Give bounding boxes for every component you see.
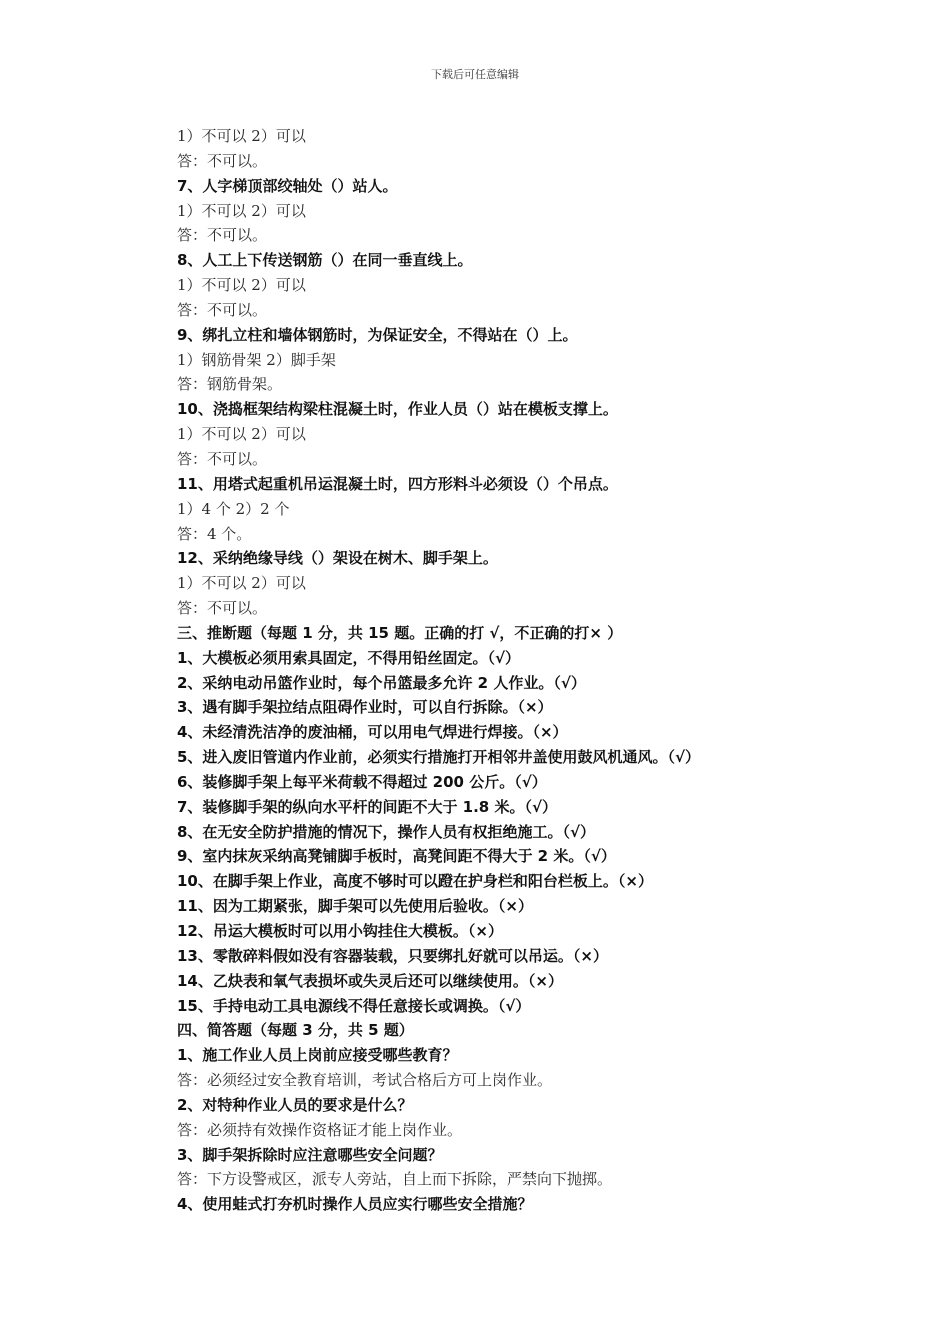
answer-line: 答：不可以。 — [177, 599, 268, 618]
question-line: 15、手持电动工具电源线不得任意接长或调换。（√） — [177, 996, 531, 1015]
question-line: 10、浇捣框架结构梁柱混凝土时，作业人员（）站在模板支撑上。 — [177, 400, 618, 419]
question-line: 11、用塔式起重机吊运混凝土时，四方形料斗必须设（）个吊点。 — [177, 474, 618, 493]
options-line: 1）钢筋骨架 2）脚手架 — [177, 350, 336, 369]
question-line: 14、乙炔表和氧气表损坏或失灵后还可以继续使用。（×） — [177, 971, 563, 990]
question-line: 4、使用蛙式打夯机时操作人员应实行哪些安全措施？ — [177, 1195, 533, 1214]
answer-line: 答：不可以。 — [177, 226, 268, 245]
options-line: 1）不可以 2）可以 — [177, 127, 306, 145]
question-line: 5、进入废旧管道内作业前，必须实行措施打开相邻井盖使用鼓风机通风。（√） — [177, 748, 700, 767]
answer-line: 答：4 个。 — [177, 524, 252, 543]
options-line: 1）不可以 2）可以 — [177, 276, 306, 295]
question-line: 3、遇有脚手架拉结点阻碍作业时，可以自行拆除。（×） — [177, 698, 553, 717]
document-body — [177, 124, 857, 1217]
question-line: 3、脚手架拆除时应注意哪些安全问题？ — [177, 1145, 443, 1164]
question-line: 4、未经清洗洁净的废油桶，可以用电气焊进行焊接。（×） — [177, 723, 568, 742]
options-line: 1）不可以 2）可以 — [177, 574, 306, 593]
question-line: 13、零散碎料假如没有容器装载，只要绑扎好就可以吊运。（×） — [177, 946, 608, 965]
answer-line: 答：下方设警戒区，派专人旁站，自上而下拆除，严禁向下抛掷。 — [177, 1170, 613, 1189]
question-line: 1、施工作业人员上岗前应接受哪些教育？ — [177, 1046, 458, 1065]
question-line: 2、采纳电动吊篮作业时，每个吊篮最多允许 2 人作业。（√） — [177, 673, 586, 692]
options-line: 1）4 个 2）2 个 — [177, 499, 290, 518]
answer-line: 答：钢筋骨架。 — [177, 375, 283, 394]
question-line: 7、人字梯顶部绞轴处（）站人。 — [177, 176, 398, 195]
question-line: 四、简答题（每题 3 分，共 5 题） — [177, 1021, 414, 1040]
question-line: 1、大模板必须用索具固定，不得用铅丝固定。（√） — [177, 648, 520, 667]
answer-line: 答：不可以。 — [177, 449, 268, 468]
question-line: 三、推断题（每题 1 分，共 15 题。正确的打 √，不正确的打× ） — [177, 623, 623, 642]
question-line: 10、在脚手架上作业，高度不够时可以蹬在护身栏和阳台栏板上。（×） — [177, 872, 653, 891]
answer-line: 答：不可以。 — [177, 151, 268, 170]
answer-line: 答：必须持有效操作资格证才能上岗作业。 — [177, 1120, 463, 1139]
options-line: 1）不可以 2）可以 — [177, 425, 306, 444]
options-line: 1）不可以 2）可以 — [177, 201, 306, 220]
answer-line: 答：必须经过安全教育培训，考试合格后方可上岗作业。 — [177, 1071, 553, 1090]
question-line: 12、采纳绝缘导线（）架设在树木、脚手架上。 — [177, 549, 498, 568]
question-line: 6、装修脚手架上每平米荷载不得超过 200 公斤。（√） — [177, 772, 547, 791]
page-header: 下载后可任意编辑 — [431, 68, 519, 81]
question-line: 8、在无安全防护措施的情况下，操作人员有权拒绝施工。（√） — [177, 822, 595, 841]
question-line: 7、装修脚手架的纵向水平杆的间距不大于 1.8 米。（√） — [177, 797, 557, 816]
question-line: 2、对特种作业人员的要求是什么？ — [177, 1095, 413, 1114]
answer-line: 答：不可以。 — [177, 300, 268, 319]
question-line: 9、绑扎立柱和墙体钢筋时，为保证安全，不得站在（）上。 — [177, 325, 578, 344]
question-line: 12、吊运大模板时可以用小钩挂住大模板。（×） — [177, 922, 503, 940]
question-line: 8、人工上下传送钢筋（）在同一垂直线上。 — [177, 251, 473, 270]
question-line: 9、室内抹灰采纳高凳铺脚手板时，高凳间距不得大于 2 米。（√） — [177, 847, 616, 866]
question-line: 11、因为工期紧张，脚手架可以先使用后验收。（×） — [177, 897, 533, 916]
